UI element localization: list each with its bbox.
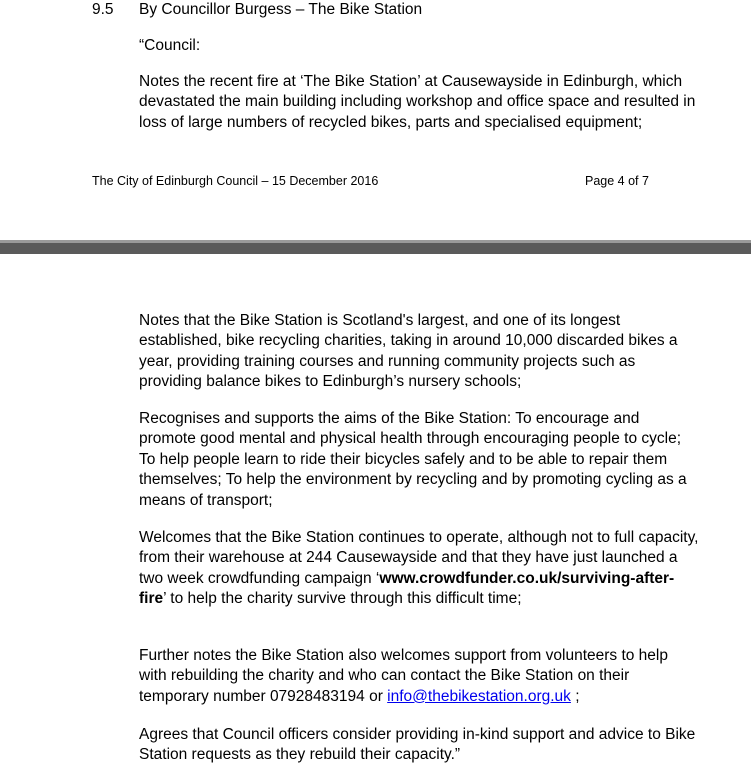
crowdfunder-url: www.crowdfunder.co.uk/surviving-after-fire bbox=[139, 569, 675, 608]
footer-council-date: The City of Edinburgh Council – 15 December 2016 bbox=[92, 174, 379, 188]
paragraph-welcomes bbox=[139, 528, 699, 610]
paragraph-further-notes bbox=[139, 646, 699, 707]
paragraph-notes-fire: Notes the recent fire at ‘The Bike Station’ at Causewayside in Edinburgh, which devastated the main building including workshop and office space and resulted in loss of large numbers of recycled bikes, parts and specialised equipment; bbox=[139, 73, 696, 131]
further-notes-end: ; bbox=[570, 687, 580, 705]
motion-opening: “Council: bbox=[139, 37, 201, 54]
item-heading: By Councillor Burgess – The Bike Station bbox=[139, 1, 423, 18]
paragraph-agrees: Agrees that Council officers consider providing in-kind support and advice to Bike Station requests as they rebuild their capacity.” bbox=[139, 726, 696, 764]
page-break-divider bbox=[0, 240, 751, 254]
email-link[interactable]: info@thebikestation.org.uk bbox=[387, 687, 571, 705]
further-notes-text: Further notes the Bike Station also welcomes support from volunteers to help with rebuilding the charity and who can contact the Bike Station on their temporary number 07928483194 or bbox=[139, 647, 668, 705]
document-page-lower bbox=[0, 254, 751, 768]
document-page-upper bbox=[0, 0, 751, 240]
paragraph-recognises: Recognises and supports the aims of the Bike Station: To encourage and promote good mental and physical health through encouraging people to cycle; To help people learn to ride their bicycles safely and to be able to repair them themselves; To help the environment by recycling and by promoting cycling as a means of transport; bbox=[139, 410, 687, 509]
welcomes-text-end: ’ to help the charity survive through this difficult time; bbox=[163, 590, 522, 608]
paragraph-notes-largest: Notes that the Bike Station is Scotland's largest, and one of its longest established, bike recycling charities, taking in around 10,000 discarded bikes a year, providing training courses and running community projects such as providing balance bikes to Edinburgh’s nursery schools; bbox=[139, 312, 678, 391]
footer-page-number: Page 4 of 7 bbox=[585, 174, 649, 188]
item-number: 9.5 bbox=[92, 1, 114, 18]
welcomes-text-start: Welcomes that the Bike Station continues to operate, although not to full capacity, from their warehouse at 244 Causewayside and that they have just launched a two week crowdfunding campaign ‘ bbox=[139, 529, 699, 587]
